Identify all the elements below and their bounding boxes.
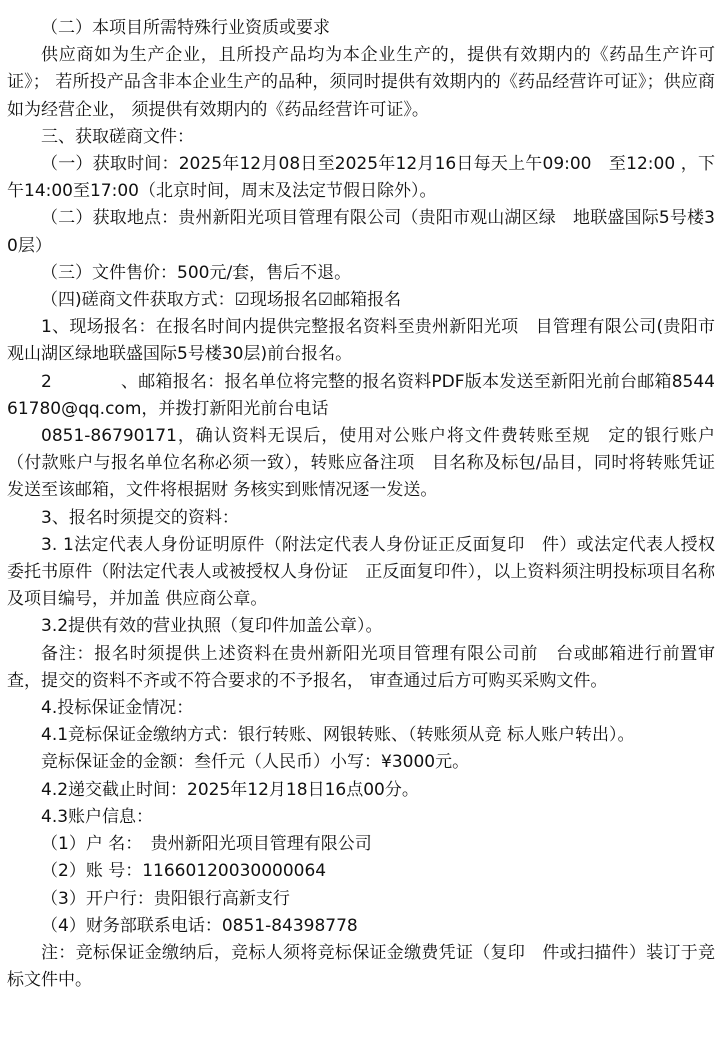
account-number: （2）账 号：11660120030000064: [41, 861, 327, 882]
document-price-paragraph: （三）文件售价：500元/套，售后不退。: [41, 262, 352, 283]
onsite-registration-paragraph: 1、现场报名：在报名时间内提供完整报名资料至贵州新阳光项 目管理有限公司(贵阳市观山湖区绿地联盛国际5号楼30层)前台报名。: [7, 317, 715, 365]
document-body: [7, 15, 715, 994]
finance-phone: （4）财务部联系电话：0851-84398778: [41, 915, 358, 936]
deposit-deadline: 4.2递交截止时间：2025年12月18日16点00分。: [41, 779, 419, 800]
remark-paragraph: 备注：报名时须提供上述资料在贵州新阳光项目管理有限公司前 台或邮箱进行前置审查，提交的资料不齐或不符合要求的不予报名， 审查通过后方可购买采购文件。: [7, 643, 715, 691]
account-bank: （3）开户行：贵阳银行高新支行: [41, 888, 290, 909]
deposit-payment-method: 4.1竞标保证金缴纳方式：银行转账、网银转账、（转账须从竞 标人账户转出）。: [41, 725, 635, 746]
note-paragraph: 注：竞标保证金缴纳后，竞标人须将竞标保证金缴费凭证（复印 件或扫描件）装订于竞标文件中。: [7, 942, 715, 991]
legal-representative-paragraph: 3. 1法定代表人身份证明原件（附法定代表人身份证正反面复印 件）或法定代表人授权委托书原件（附法定代表人或被授权人身份证 正反面复印件），以上资料须注明投标项目名称及项目编号，并加盖 供应商公章。: [7, 534, 715, 610]
phone-transfer-paragraph: 0851-86790171，确认资料无误后，使用对公账户将文件费转账至规 定的银行账户（付款账户与报名单位名称必须一致），转账应备注项 目名称及标包/品目，同时将转账凭证发送至该邮箱，文件将根据财 务核实到账情况逐一发送。: [7, 426, 715, 501]
obtain-time-paragraph: （一）获取时间：2025年12月08日至2025年12月16日每天上午09:00 至12:00 ，下午14:00至17:00（北京时间，周末及法定节假日除外）。: [7, 154, 715, 202]
account-info-heading: 4.3账户信息：: [41, 806, 154, 827]
obtain-location-paragraph: （二）获取地点：贵州新阳光项目管理有限公司（贵阳市观山湖区绿 地联盛国际5号楼30层）: [7, 208, 715, 256]
section-heading-obtain-documents: 三、获取磋商文件：: [41, 126, 194, 147]
obtain-method-paragraph: （四)磋商文件获取方式：☑现场报名☑邮箱报名: [41, 290, 402, 311]
section-qualification-heading: （二）本项目所需特殊行业资质或要求: [41, 18, 330, 38]
business-license-paragraph: 3.2提供有效的营业执照（复印件加盖公章）。: [41, 616, 383, 637]
qualification-paragraph: 供应商如为生产企业，且所投产品均为本企业生产的，提供有效期内的《药品生产许可证》； 若所投产品含非本企业生产的品种，须同时提供有效期内的《药品经营许可证》；供应商如为经营企业， 须提供有效期内的《药品经营许可证》。: [7, 45, 715, 120]
email-registration-paragraph: 2 、邮箱报名：报名单位将完整的报名资料PDF版本发送至新阳光前台邮箱854461780@qq.com，并拨打新阳光前台电话: [7, 371, 715, 419]
account-name: （1）户 名： 贵州新阳光项目管理有限公司: [41, 834, 372, 855]
required-materials-heading: 3、报名时须提交的资料：: [41, 507, 239, 528]
bid-deposit-heading: 4.投标保证金情况：: [41, 698, 194, 719]
deposit-amount: 竞标保证金的金额：叁仟元（人民币）小写：¥3000元。: [41, 752, 470, 773]
